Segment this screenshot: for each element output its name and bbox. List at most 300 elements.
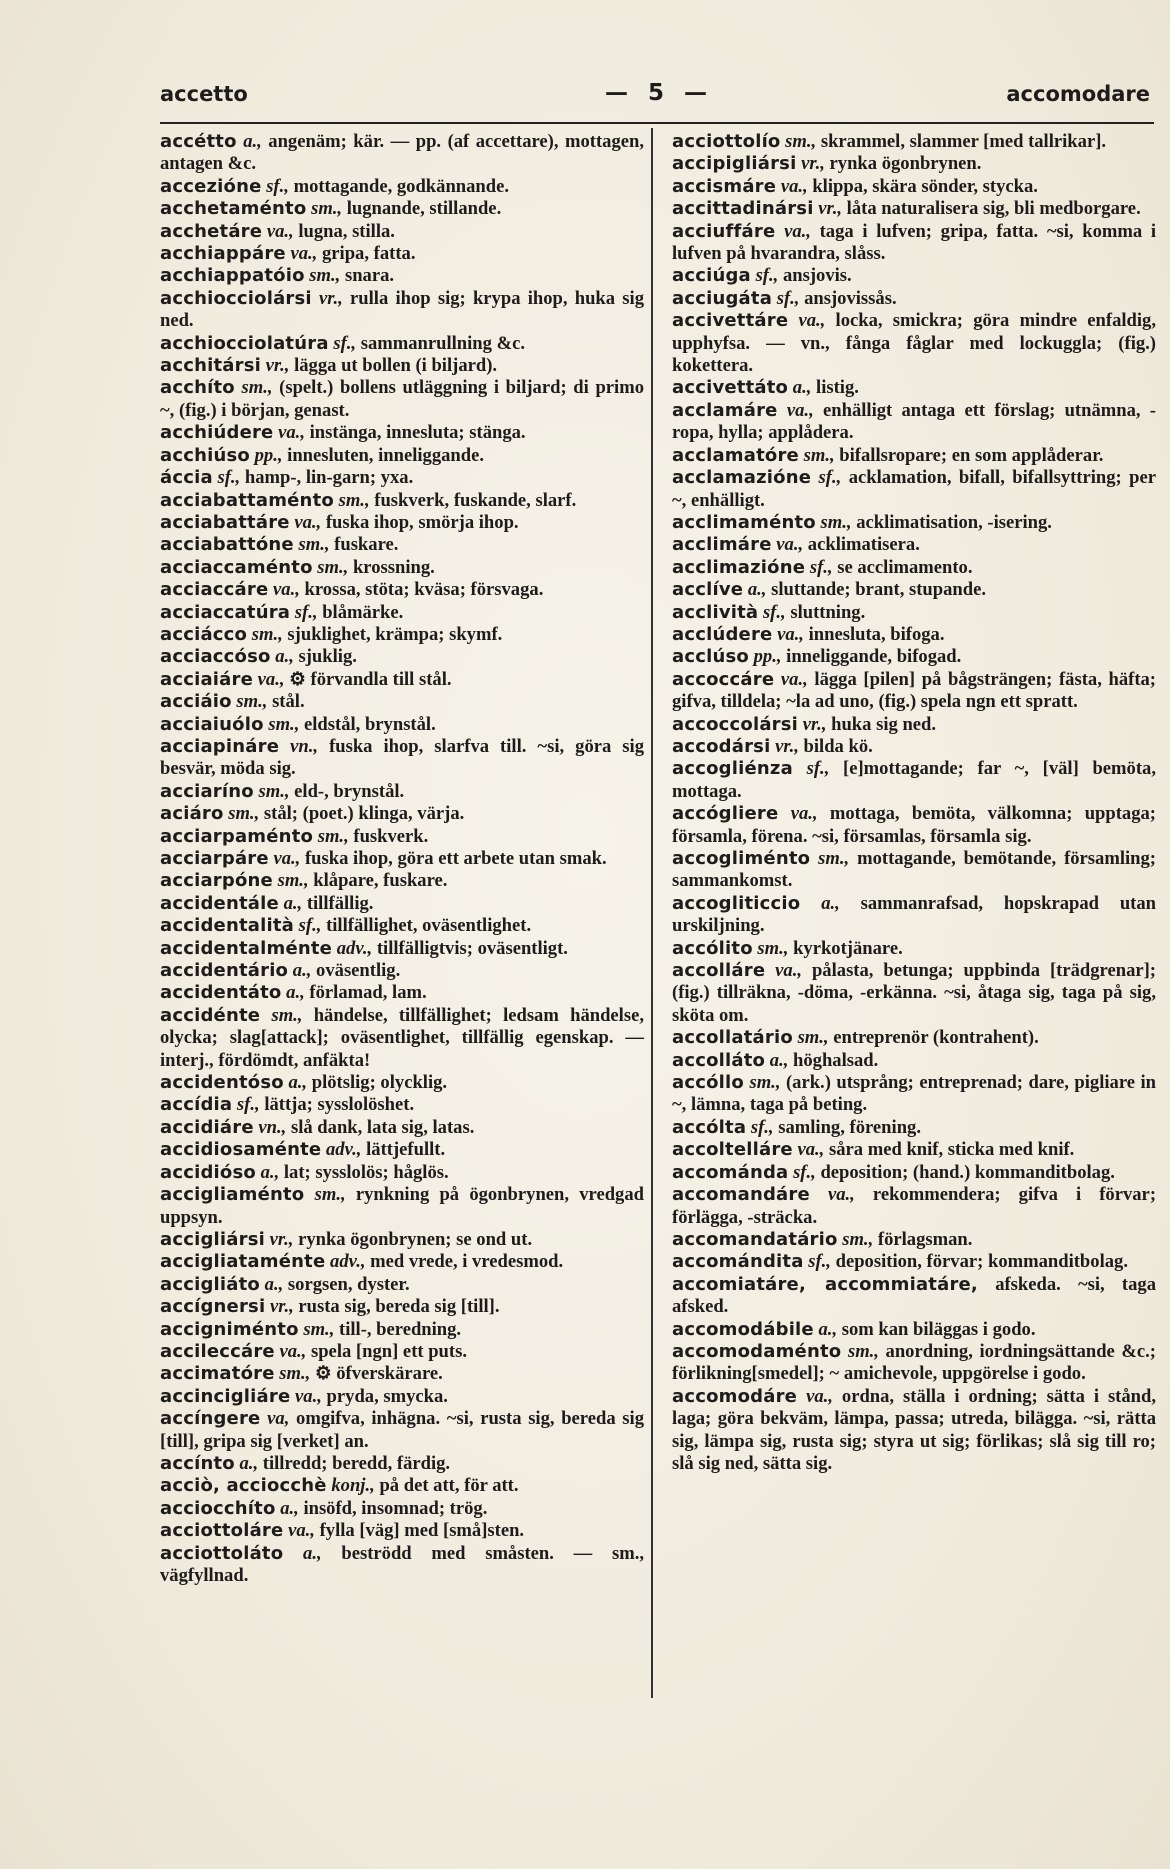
entry-headword: accogliénza [672, 758, 793, 780]
entry-headword: accezióne [160, 175, 262, 197]
entry-headword: acclamazióne [672, 467, 812, 489]
dictionary-entry [160, 1094, 644, 1116]
entry-definition: krossa, stöta; kväsa; försvaga. [304, 579, 544, 601]
entry-part-of-speech: sm., [311, 198, 343, 220]
entry-definition: fuska ihop, slarfva till. ~si, göra sig besvär, möda sig. [160, 735, 645, 780]
entry-headword: acciaccáre [160, 579, 269, 601]
entry-headword: accomodábile [672, 1318, 814, 1340]
entry-headword: accománda [672, 1161, 789, 1183]
entry-headword: accidióso [160, 1161, 256, 1183]
entry-definition: acklimatisation, -isering. [856, 511, 1052, 533]
entry-definition: höghalsad. [793, 1049, 879, 1071]
entry-part-of-speech: va., [273, 579, 300, 601]
dictionary-entry [672, 848, 1156, 893]
entry-part-of-speech: sf., [776, 287, 800, 309]
dictionary-entry [160, 691, 644, 713]
entry-definition: lägga [pilen] på bågsträngen; fästa, häfta; gifva, tilldela; ~la ad uno, (fig.) spela ngn ett spratt. [672, 668, 1156, 713]
entry-headword: acciarpaménto [160, 825, 314, 847]
entry-part-of-speech: vr., [319, 287, 343, 309]
dictionary-entry [672, 1229, 1156, 1251]
entry-definition: acklamation, bifall, bifallsyttring; per ~, enhälligt. [672, 467, 1156, 511]
entry-headword: acciò, acciocchè [160, 1475, 327, 1497]
entry-definition: taga i lufven; gripa, fatta. ~si, komma i lufven på hvarandra, slåss. [672, 220, 1157, 265]
entry-part-of-speech: va., [776, 534, 804, 556]
entry-definition: stål. [272, 691, 305, 713]
entry-part-of-speech: a., [264, 1273, 284, 1295]
dictionary-entry [672, 1162, 1156, 1184]
dictionary-entry [672, 1341, 1156, 1386]
entry-part-of-speech: va., [786, 399, 814, 421]
entry-headword: accétto [160, 131, 237, 152]
entry-part-of-speech: sm., [277, 870, 309, 892]
entry-part-of-speech: sm., [271, 1004, 303, 1026]
dictionary-entry [672, 176, 1156, 198]
entry-definition: listig. [816, 377, 859, 399]
entry-headword: acciottolío [672, 131, 781, 152]
dictionary-entry [160, 198, 644, 220]
entry-headword: acclimazióne [672, 556, 806, 578]
entry-definition: oväsentlig. [316, 960, 401, 982]
entry-part-of-speech: va., [827, 1184, 855, 1206]
dictionary-entry [160, 265, 644, 287]
dictionary-entry [672, 646, 1156, 668]
entry-definition: locka, smickra; göra mindre enfaldig, upphyfsa. — vn., fånga fåglar med lockuggla; (fig.) kokettera. [672, 310, 1156, 377]
entry-definition: fuskverk. [353, 825, 429, 847]
dictionary-entry [160, 557, 644, 579]
entry-definition: rynka ögonbrynen. [829, 153, 982, 175]
entry-headword: accidiosaménte [160, 1139, 322, 1161]
entry-headword: acchiappáre [160, 243, 286, 265]
entry-headword: acchetáre [160, 220, 263, 242]
entry-definition: fuskare. [334, 534, 399, 556]
dictionary-entry [672, 960, 1156, 1027]
entry-definition: kyrkotjänare. [793, 937, 903, 959]
entry-headword: acciabattaménto [160, 489, 334, 511]
entry-part-of-speech: va., [775, 960, 803, 982]
dictionary-entry [672, 198, 1156, 220]
entry-part-of-speech: a., [303, 1542, 322, 1564]
entry-headword: accivettáto [672, 377, 789, 399]
entry-headword: acchiúso [160, 444, 250, 466]
entry-definition: som kan biläggas i godo. [841, 1318, 1036, 1340]
entry-part-of-speech: va., [279, 1340, 307, 1362]
entry-headword: accittadinársi [672, 198, 814, 220]
entry-definition: tillfällighet, oväsentlighet. [326, 915, 532, 937]
entry-headword: accólito [672, 937, 753, 959]
entry-definition: sjuklig. [298, 646, 357, 668]
dictionary-entry [672, 803, 1156, 848]
entry-definition: deposition; (hand.) kommanditbolag. [820, 1161, 1115, 1183]
entry-headword: accínto [160, 1452, 235, 1474]
entry-part-of-speech: sm., [279, 1363, 311, 1385]
dictionary-entry [672, 1386, 1156, 1476]
dictionary-entry [160, 490, 644, 512]
entry-part-of-speech: vr., [801, 153, 825, 175]
entry-part-of-speech: adv., [326, 1139, 362, 1161]
entry-part-of-speech: sm., [338, 489, 370, 511]
dictionary-entry [160, 826, 644, 848]
entry-headword: acciaiáre [160, 668, 254, 690]
dictionary-entry [160, 714, 644, 736]
entry-headword: acciottoláre [160, 1520, 284, 1542]
entry-definition: acklimatisera. [807, 534, 920, 556]
entry-part-of-speech: a., [747, 579, 767, 601]
entry-definition: bilda kö. [803, 735, 873, 757]
entry-part-of-speech: sm., [317, 556, 349, 578]
entry-definition: ⚙ förvandla till stål. [289, 668, 452, 690]
entry-definition: skrammel, slammer [med tallrikar]. [820, 131, 1107, 152]
entry-part-of-speech: sm., [797, 1027, 829, 1049]
entry-definition: rekommendera; gifva i förvar; förlägga, -sträcka. [672, 1184, 1157, 1228]
entry-definition: krossning. [352, 556, 435, 578]
dictionary-entry [160, 221, 644, 243]
entry-definition: beströdd med småsten. — sm., vägfyllnad. [160, 1542, 644, 1586]
entry-part-of-speech: sm., [785, 131, 817, 152]
entry-headword: accigliársi [160, 1228, 265, 1250]
entry-part-of-speech: vn., [290, 735, 319, 757]
entry-definition: tillfällig. [306, 892, 374, 914]
entry-part-of-speech: sm., [803, 444, 835, 466]
dictionary-entry [160, 445, 644, 467]
entry-part-of-speech: sm., [847, 1340, 879, 1362]
entry-definition: anordning, iordningsättande &c.; förlikning[smedel]; ~ amichevole, uppgörelse i godo. [672, 1340, 1156, 1385]
entry-part-of-speech: a., [769, 1049, 789, 1071]
entry-part-of-speech: a., [283, 892, 303, 914]
entry-definition: snara. [344, 265, 395, 287]
entry-part-of-speech: sm., [298, 534, 330, 556]
entry-definition: eldstål, brynstål. [304, 713, 436, 735]
entry-definition: omgifva, inhägna. ~si, rusta sig, bereda sig [till], gripa sig [verket] an. [160, 1408, 644, 1452]
dictionary-entry [160, 1520, 644, 1542]
dictionary-entry [160, 333, 644, 355]
entry-part-of-speech: sf., [266, 175, 289, 197]
dictionary-entry [672, 893, 1156, 938]
dictionary-entry [672, 624, 1156, 646]
entry-definition: entreprenör (kontrahent). [833, 1027, 1039, 1049]
entry-part-of-speech: va., [780, 668, 808, 690]
entry-headword: acciarpóne [160, 870, 273, 892]
entry-headword: acciácco [160, 623, 248, 645]
dictionary-entry [160, 1117, 644, 1139]
entry-part-of-speech: sm., [303, 1318, 335, 1340]
entry-headword: acciabattáre [160, 511, 290, 533]
entry-definition: innesluta, bifoga. [808, 623, 945, 645]
entry-headword: acclamatóre [672, 444, 799, 466]
entry-headword: acclúdere [672, 623, 773, 645]
dictionary-entry [672, 736, 1156, 758]
entry-headword: acclimaménto [672, 511, 816, 533]
entry-part-of-speech: va., [288, 1520, 315, 1542]
entry-definition: ansjovis. [782, 265, 852, 287]
entry-headword: accomandatário [672, 1228, 838, 1250]
entry-definition: rynkning på ögonbrynen, vredgad uppsyn. [160, 1184, 644, 1228]
dictionary-entry [672, 669, 1156, 714]
entry-definition: fuska ihop, smörja ihop. [325, 511, 519, 533]
entry-part-of-speech: sf., [217, 467, 241, 489]
dictionary-entry [672, 534, 1156, 556]
entry-part-of-speech: sm., [251, 623, 283, 645]
dictionary-entry [160, 176, 644, 198]
entry-part-of-speech: va., [797, 1139, 825, 1161]
entry-definition: sjuklighet, krämpa; skymf. [287, 623, 503, 645]
entry-headword: accidentalità [160, 915, 295, 937]
entry-part-of-speech: a., [792, 377, 812, 399]
entry-part-of-speech: sm., [314, 1184, 346, 1206]
entry-definition: sluttning. [790, 601, 866, 623]
dictionary-entry [160, 579, 644, 601]
entry-headword: accidentáto [160, 982, 282, 1004]
entry-headword: accileccáre [160, 1340, 275, 1362]
entry-part-of-speech: sm., [749, 1072, 781, 1094]
dictionary-entry [672, 602, 1156, 624]
entry-definition: deposition, förvar; kommanditbolag. [835, 1251, 1128, 1273]
entry-part-of-speech: vn., [258, 1116, 287, 1138]
dictionary-entry [160, 1184, 644, 1229]
entry-part-of-speech: va., [777, 623, 804, 645]
entry-headword: acciuffáre [672, 220, 776, 242]
entry-headword: accoltelláre [672, 1139, 793, 1161]
dictionary-entry [160, 893, 644, 915]
entry-definition: plötslig; olycklig. [311, 1072, 448, 1094]
dictionary-entry [160, 1319, 644, 1341]
entry-headword: accomandáre [672, 1184, 810, 1206]
dictionary-entry [160, 1162, 644, 1184]
dictionary-entry [672, 1027, 1156, 1049]
entry-headword: áccia [160, 467, 213, 489]
entry-headword: accidiáre [160, 1116, 254, 1138]
dictionary-entry [160, 1229, 644, 1251]
dictionary-entry [160, 1341, 644, 1363]
entry-definition: blåmärke. [322, 601, 404, 623]
entry-headword: accoccolársi [672, 713, 799, 735]
entry-headword: accigliataménte [160, 1251, 326, 1273]
entry-part-of-speech: a., [288, 1072, 308, 1094]
entry-definition: angenäm; kär. — pp. (af accettare), mottagen, antagen &c. [160, 131, 645, 175]
entry-definition: sorgsen, dyster. [287, 1273, 410, 1295]
entry-headword: accóllo [672, 1072, 744, 1094]
entry-headword: acciaccaménto [160, 556, 313, 578]
dictionary-entry [160, 870, 644, 892]
entry-definition: samling, förening. [778, 1116, 921, 1138]
entry-headword: accigniménto [160, 1318, 299, 1340]
entry-part-of-speech: sm., [842, 1228, 874, 1250]
entry-headword: accogliménto [672, 848, 811, 869]
dictionary-entry [672, 153, 1156, 175]
entry-headword: accismáre [672, 175, 777, 197]
entry-headword: acciottoláto [160, 1542, 284, 1564]
right-guide-word: accomodare [1006, 82, 1150, 106]
entry-headword: accígnersi [160, 1296, 266, 1318]
dictionary-entry [672, 377, 1156, 399]
entry-definition: tillredd; beredd, färdig. [262, 1452, 451, 1474]
entry-definition: rulla ihop sig; krypa ihop, huka sig ned. [160, 287, 644, 332]
dictionary-entry [160, 1408, 644, 1453]
entry-definition: lugna, stilla. [298, 220, 395, 242]
entry-part-of-speech: va, [267, 1408, 290, 1430]
entry-part-of-speech: sf., [809, 556, 833, 578]
entry-definition: eld-, brynstål. [294, 780, 405, 802]
dictionary-entry [160, 288, 644, 333]
dictionary-entry [160, 736, 644, 781]
entry-part-of-speech: sf., [755, 265, 779, 287]
entry-part-of-speech: sf., [818, 467, 842, 489]
dictionary-entry [160, 1386, 644, 1408]
entry-headword: acciocchíto [160, 1497, 276, 1519]
entry-part-of-speech: sm., [268, 713, 300, 735]
dictionary-entry [160, 1498, 644, 1520]
entry-part-of-speech: a., [292, 960, 312, 982]
entry-part-of-speech: sm., [241, 377, 273, 399]
entry-part-of-speech: sf., [236, 1094, 260, 1116]
entry-part-of-speech: sf., [806, 758, 830, 780]
dictionary-entry [672, 445, 1156, 467]
dictionary-entry [672, 221, 1156, 266]
entry-definition: (ark.) utsprång; entreprenad; dare, pigliare in ~, lämna, taga på beting. [672, 1072, 1157, 1116]
entry-headword: acciaríno [160, 780, 254, 802]
entry-headword: accidentóso [160, 1072, 284, 1094]
dictionary-entry [672, 1050, 1156, 1072]
entry-part-of-speech: a., [286, 982, 305, 1004]
entry-definition: fylla [väg] med [små]sten. [319, 1520, 525, 1542]
entry-part-of-speech: pp., [753, 646, 782, 668]
dictionary-entry [672, 579, 1156, 601]
entry-headword: acchitársi [160, 355, 261, 377]
entry-part-of-speech: sf., [808, 1251, 831, 1273]
entry-part-of-speech: va., [278, 422, 305, 444]
dictionary-entry [672, 1184, 1156, 1229]
dictionary-entry [160, 512, 644, 534]
entry-headword: accipigliársi [672, 153, 797, 175]
entry-headword: acclíve [672, 579, 744, 601]
entry-definition: sluttande; brant, stupande. [771, 579, 986, 601]
dictionary-entry [160, 982, 644, 1004]
entry-headword: accomándita [672, 1251, 804, 1273]
entry-definition: rusta sig, bereda sig [till]. [298, 1296, 500, 1318]
entry-definition: pryda, smycka. [326, 1385, 448, 1407]
entry-definition: fuskverk, fuskande, slarf. [374, 489, 577, 511]
entry-headword: accidénte [160, 1004, 261, 1026]
entry-part-of-speech: vr., [269, 1228, 294, 1250]
entry-headword: acclamáre [672, 399, 778, 421]
dictionary-entry [160, 781, 644, 803]
entry-definition: slå dank, lata sig, latas. [290, 1116, 475, 1138]
entry-part-of-speech: sf., [294, 601, 318, 623]
entry-part-of-speech: sm., [317, 825, 349, 847]
dictionary-entry [160, 646, 644, 668]
dictionary-entry [672, 512, 1156, 534]
entry-part-of-speech: va., [295, 1385, 322, 1407]
dictionary-entry [160, 848, 644, 870]
dictionary-entry [672, 288, 1156, 310]
entry-part-of-speech: sm., [309, 265, 341, 287]
entry-definition: mottaga, bemöta, välkomna; upptaga; församla, förena. ~si, församlas, församla sig. [672, 803, 1157, 847]
entry-headword: acchetaménto [160, 198, 307, 220]
entry-definition: fuska ihop, göra ett arbete utan smak. [304, 848, 607, 869]
entry-headword: acciarpáre [160, 848, 269, 869]
dictionary-entry [160, 1475, 644, 1497]
dictionary-entry [160, 131, 644, 176]
dictionary-entry [160, 243, 644, 265]
entry-headword: acchiappatóio [160, 265, 305, 287]
entry-headword: accimatóre [160, 1363, 275, 1385]
entry-headword: acclività [672, 601, 759, 623]
entry-definition: lat; sysslolös; håglös. [283, 1161, 449, 1183]
entry-definition: bifallsropare; en som applåderar. [839, 444, 1104, 466]
right-column [672, 131, 1156, 1475]
entry-headword: accidentalménte [160, 937, 333, 959]
entry-definition: mottagande, bemötande, församling; sammankomst. [672, 848, 1156, 892]
entry-headword: accídia [160, 1094, 233, 1116]
entry-part-of-speech: pp., [254, 444, 283, 466]
entry-definition: innesluten, inneliggande. [287, 444, 485, 466]
header-rule [160, 122, 1154, 124]
dictionary-entry [672, 1251, 1156, 1273]
entry-headword: acchiúdere [160, 422, 274, 444]
entry-part-of-speech: vr., [265, 355, 290, 377]
dictionary-entry [160, 1139, 644, 1161]
entry-part-of-speech: sm., [818, 848, 850, 869]
entry-definition: förlagsman. [877, 1228, 973, 1250]
entry-headword: accíngere [160, 1408, 261, 1430]
dictionary-entry [160, 1274, 644, 1296]
entry-part-of-speech: konj., [331, 1475, 375, 1497]
entry-headword: accoccáre [672, 668, 775, 690]
entry-headword: aciáro [160, 803, 224, 825]
entry-definition: klåpare, fuskare. [313, 870, 448, 892]
dictionary-entry [672, 714, 1156, 736]
entry-headword: acciabattóne [160, 534, 294, 556]
entry-definition: mottagande, godkännande. [293, 175, 510, 197]
entry-definition: sammanrullning &c. [360, 332, 525, 354]
entry-part-of-speech: sf., [793, 1161, 816, 1183]
dictionary-entry [160, 960, 644, 982]
left-guide-word: accetto [160, 82, 248, 106]
entry-headword: acciapináre [160, 735, 280, 757]
entry-definition: på det att, för att. [379, 1475, 519, 1497]
entry-part-of-speech: adv., [336, 937, 373, 959]
dictionary-entry [672, 1117, 1156, 1139]
entry-part-of-speech: va., [798, 310, 826, 332]
entry-part-of-speech: sm., [757, 937, 789, 959]
entry-part-of-speech: va., [290, 243, 318, 265]
entry-definition: inneliggande, bifogad. [786, 646, 962, 668]
entry-definition: ansjovissås. [804, 287, 897, 309]
dictionary-entry [672, 938, 1156, 960]
entry-definition: enhälligt antaga ett förslag; utnämna, -ropa, hylla; applådera. [672, 399, 1157, 444]
entry-definition: lättja; sysslolöshet. [264, 1094, 415, 1116]
entry-definition: händelse, tillfällighet; ledsam händelse, olycka; slag[attack]; oväsentlighet, tillfällig egenskap. — interj., fördömdt, anfäkta! [160, 1004, 644, 1071]
entry-part-of-speech: sm., [228, 803, 260, 825]
dictionary-entry [160, 355, 644, 377]
entry-part-of-speech: va., [790, 803, 818, 825]
entry-headword: accólta [672, 1116, 747, 1138]
dictionary-entry [160, 669, 644, 691]
entry-headword: accomodaménto [672, 1340, 842, 1362]
entry-part-of-speech: a., [818, 1318, 838, 1340]
entry-definition: sammanrafsad, hopskrapad utan urskiljning. [672, 892, 1157, 937]
entry-definition: till-, beredning. [339, 1318, 462, 1340]
entry-definition: rynka ögonbrynen; se ond ut. [298, 1228, 533, 1250]
entry-headword: acclúso [672, 646, 749, 668]
entry-headword: acciaccatúra [160, 601, 291, 623]
entry-headword: acchíto [160, 377, 235, 399]
dictionary-entry [160, 1453, 644, 1475]
entry-part-of-speech: sm., [258, 780, 290, 802]
dictionary-entry [160, 602, 644, 624]
entry-headword: acchiocciolatúra [160, 332, 329, 354]
entry-part-of-speech: a., [275, 646, 294, 668]
dictionary-entry [160, 377, 644, 422]
